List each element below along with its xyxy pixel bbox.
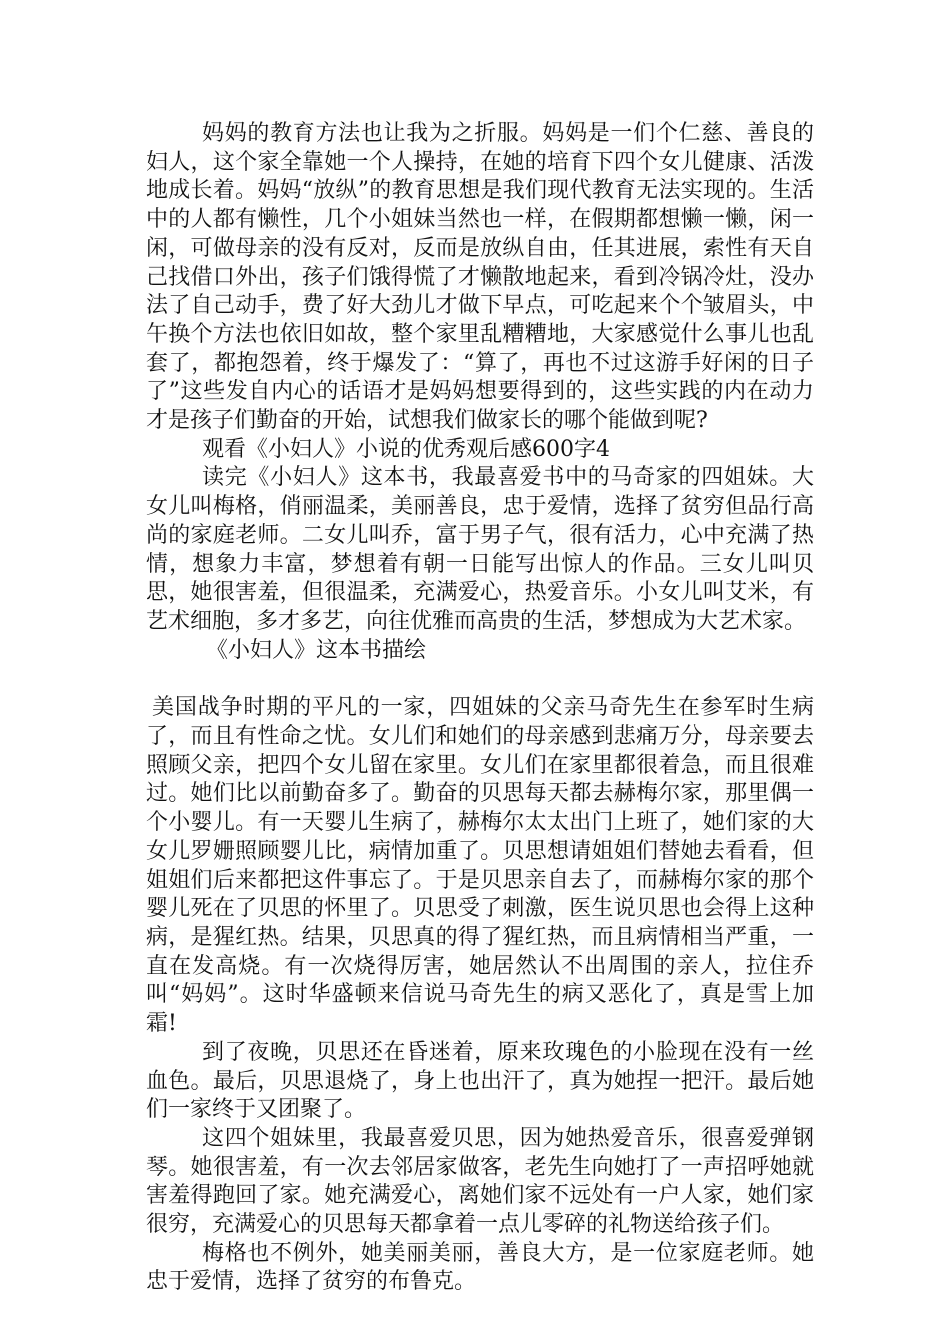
paragraph-night: 到了夜晚，贝思还在昏迷着，原来玫瑰色的小脸现在没有一丝血色。最后，贝思退烧了，身上也出汗了，真为她捏一把汗。最后她们一家终于又团聚了。 — [146, 1039, 814, 1123]
section-title: 观看《小妇人》小说的优秀观后感600字4 — [202, 436, 610, 462]
document-body — [146, 120, 814, 1297]
paragraph-meg: 梅格也不例外，她美丽美丽，善良大方，是一位家庭老师。她忠于爱情，选择了贫穷的布鲁克。 — [146, 1240, 814, 1295]
paragraph-four-sisters: 读完《小妇人》这本书，我最喜爱书中的马奇家的四姐妹。大女儿叫梅格，俏丽温柔，美丽善良，忠于爱情，选择了贫穷但品行高尚的家庭老师。二女儿叫乔，富于男子气，很有活力，心中充满了热情，想象力丰富，梦想着有朝一日能写出惊人的作品。三女儿叫贝思，她很害羞，但很温柔，充满爱心，热爱音乐。小女儿叫艾米，有艺术细胞，多才多艺，向往优雅而高贵的生活，梦想成为大艺术家。 — [146, 465, 814, 634]
blank-line — [146, 665, 814, 694]
paragraph-story: 美国战争时期的平凡的一家，四姐妹的父亲马奇先生在参军时生病了，而且有性命之忧。女儿们和她们的母亲感到悲痛万分，母亲要去照顾父亲，把四个女儿留在家里。女儿们在家里都很着急，而且很难过。她们比以前勤奋多了。勤奋的贝思每天都去赫梅尔家，那里偶一个小婴儿。有一天婴儿生病了，赫梅尔太太出门上班了，她们家的大女儿罗姗照顾婴儿比，病情加重了。贝思想请姐姐们替她去看看，但姐姐们后来都把这件事忘了。于是贝思亲自去了，而赫梅尔家的那个婴儿死在了贝思的怀里了。贝思受了刺激，医生说贝思也会得上这种病，是猩红热。结果，贝思真的得了猩红热，而且病情相当严重，一直在发高烧。有一次烧得厉害，她居然认不出周围的亲人，拉住乔叫“妈妈”。这时华盛顿来信说马奇先生的病又恶化了，真是雪上加霜! — [146, 695, 814, 1037]
paragraph-book-describes: 《小妇人》这本书描绘 — [206, 637, 427, 663]
paragraph-favorite-beth: 这四个姐妹里，我最喜爱贝思，因为她热爱音乐，很喜爱弹钢琴。她很害羞，有一次去邻居家做客，老先生向她打了一声招呼她就害羞得跑回了家。她充满爱心，离她们家不远处有一户人家，她们家很穷，充满爱心的贝思每天都拿着一点儿零碎的礼物送给孩子们。 — [146, 1125, 814, 1238]
paragraph-mother-education: 妈妈的教育方法也让我为之折服。妈妈是一们个仁慈、善良的妇人，这个家全靠她一个人操持，在她的培育下四个女儿健康、活泼地成长着。妈妈“放纵”的教育思想是我们现代教育无法实现的。生活中的人都有懒性，几个小姐妹当然也一样，在假期都想懒一懒，闲一闲，可做母亲的没有反对，反而是放纵自由，任其进展，索性有天自己找借口外出，孩子们饿得慌了才懒散地起来，看到冷锅冷灶，没办法了自己动手，费了好大劲儿才做下早点，可吃起来个个皱眉头，中午换个方法也依旧如故，整个家里乱糟糟地，大家感觉什么事儿也乱套了，都抱怨着，终于爆发了：“算了，再也不过这游手好闲的日子了”这些发自内心的话语才是妈妈想要得到的，这些实践的内在动力才是孩子们勤奋的开始，试想我们做家长的哪个能做到呢? — [146, 121, 814, 434]
